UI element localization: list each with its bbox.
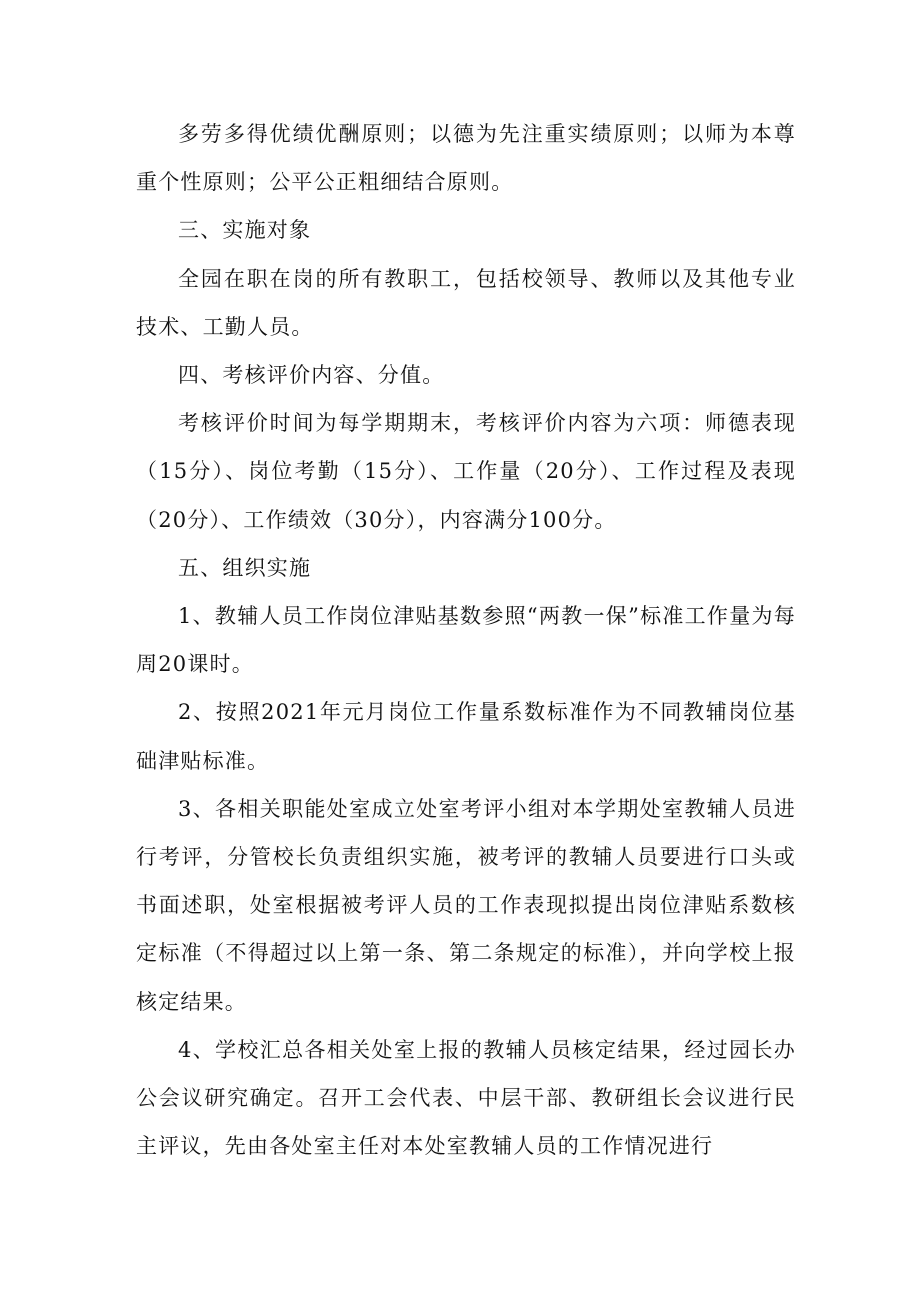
document-body [136,110,796,1170]
paragraph-principles: 多劳多得优绩优酬原则；以德为先注重实绩原则；以师为本尊重个性原则；公平公正粗细结合原则。 [136,122,796,195]
section-heading-organization: 五、组织实施 [178,555,312,580]
section-heading-implementation-target: 三、实施对象 [178,218,312,243]
paragraph-target-staff: 全园在职在岗的所有教职工，包括校领导、教师以及其他专业技术、工勤人员。 [136,266,796,339]
paragraph-item-3: 3、各相关职能处室成立处室考评小组对本学期处室教辅人员进行考评，分管校长负责组织实施，被考评的教辅人员要进行口头或书面述职，处室根据被考评人员的工作表现拟提出岗位津贴系数核定标准（不得超过以上第一条、第二条规定的标准），并向学校上报核定结果。 [136,796,796,1014]
paragraph-item-4: 4、学校汇总各相关处室上报的教辅人员核定结果，经过园长办公会议研究确定。召开工会代表、中层干部、教研组长会议进行民主评议，先由各处室主任对本处室教辅人员的工作情况进行 [136,1037,796,1159]
paragraph-item-1: 1、教辅人员工作岗位津贴基数参照“两教一保”标准工作量为每周20课时。 [136,604,796,677]
section-heading-evaluation-content: 四、考核评价内容、分值。 [178,363,445,388]
paragraph-evaluation-items: 考核评价时间为每学期期末，考核评价内容为六项：师德表现（15分）、岗位考勤（15分）、工作量（20分）、工作过程及表现（20分）、工作绩效（30分），内容满分100分。 [136,411,796,532]
paragraph-item-2: 2、按照2021年元月岗位工作量系数标准作为不同教辅岗位基础津贴标准。 [136,700,796,773]
